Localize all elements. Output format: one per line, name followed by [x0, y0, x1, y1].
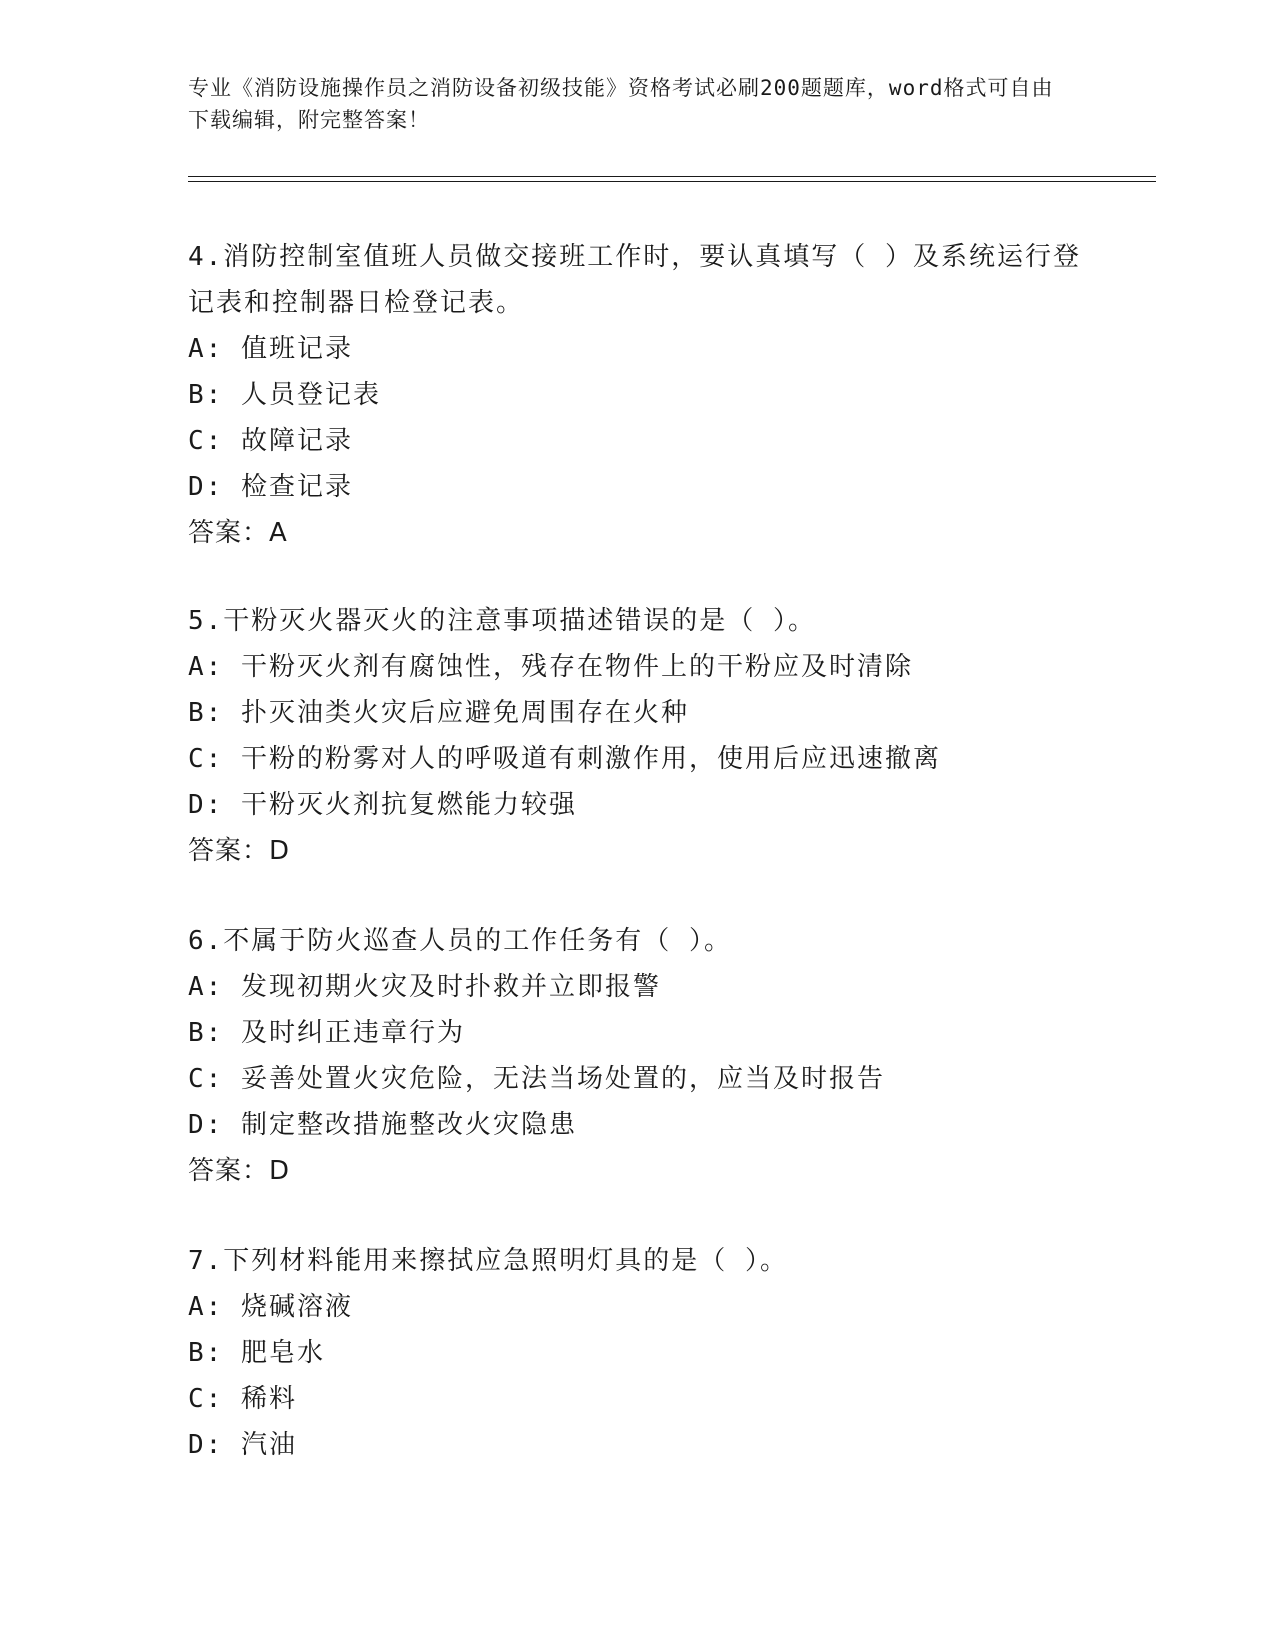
- question-stem: 5.干粉灭火器灭火的注意事项描述错误的是（ ）。: [188, 606, 816, 636]
- answer: 答案：D: [188, 836, 291, 866]
- option-b: B: 扑灭油类火灾后应避免周围存在火种: [188, 698, 689, 728]
- answer: 答案：A: [188, 518, 288, 548]
- option-a: A: 烧碱溶液: [188, 1292, 353, 1322]
- option-b: B: 人员登记表: [188, 380, 381, 410]
- answer: 答案：D: [188, 1156, 291, 1186]
- question-stem: 7.下列材料能用来擦拭应急照明灯具的是（ ）。: [188, 1246, 788, 1276]
- option-d: D: 检查记录: [188, 472, 353, 502]
- header-divider-bottom: [188, 181, 1156, 182]
- document-header: [188, 72, 1068, 136]
- option-b: B: 及时纠正违章行为: [188, 1018, 465, 1048]
- option-a: A: 发现初期火灾及时扑救并立即报警: [188, 972, 661, 1002]
- option-c: C: 稀料: [188, 1384, 297, 1414]
- option-d: D: 干粉灭火剂抗复燃能力较强: [188, 790, 577, 820]
- option-d: D: 汽油: [188, 1430, 297, 1460]
- option-a: A: 干粉灭火剂有腐蚀性，残存在物件上的干粉应及时清除: [188, 652, 913, 682]
- question-5: [188, 598, 1088, 874]
- question-6: [188, 918, 1088, 1194]
- option-c: C: 干粉的粉雾对人的呼吸道有刺激作用，使用后应迅速撤离: [188, 744, 941, 774]
- option-c: C: 故障记录: [188, 426, 353, 456]
- question-7: [188, 1238, 1088, 1468]
- header-text: 专业《消防设施操作员之消防设备初级技能》资格考试必刷200题题库，word格式可自由下载编辑，附完整答案！: [188, 76, 1054, 132]
- option-b: B: 肥皂水: [188, 1338, 325, 1368]
- header-divider-top: [188, 176, 1156, 177]
- question-stem: 4.消防控制室值班人员做交接班工作时，要认真填写（ ）及系统运行登记表和控制器日检登记表。: [188, 242, 1081, 318]
- question-stem: 6.不属于防火巡查人员的工作任务有（ ）。: [188, 926, 732, 956]
- question-4: [188, 234, 1088, 556]
- option-a: A: 值班记录: [188, 334, 353, 364]
- option-d: D: 制定整改措施整改火灾隐患: [188, 1110, 577, 1140]
- option-c: C: 妥善处置火灾危险，无法当场处置的，应当及时报告: [188, 1064, 885, 1094]
